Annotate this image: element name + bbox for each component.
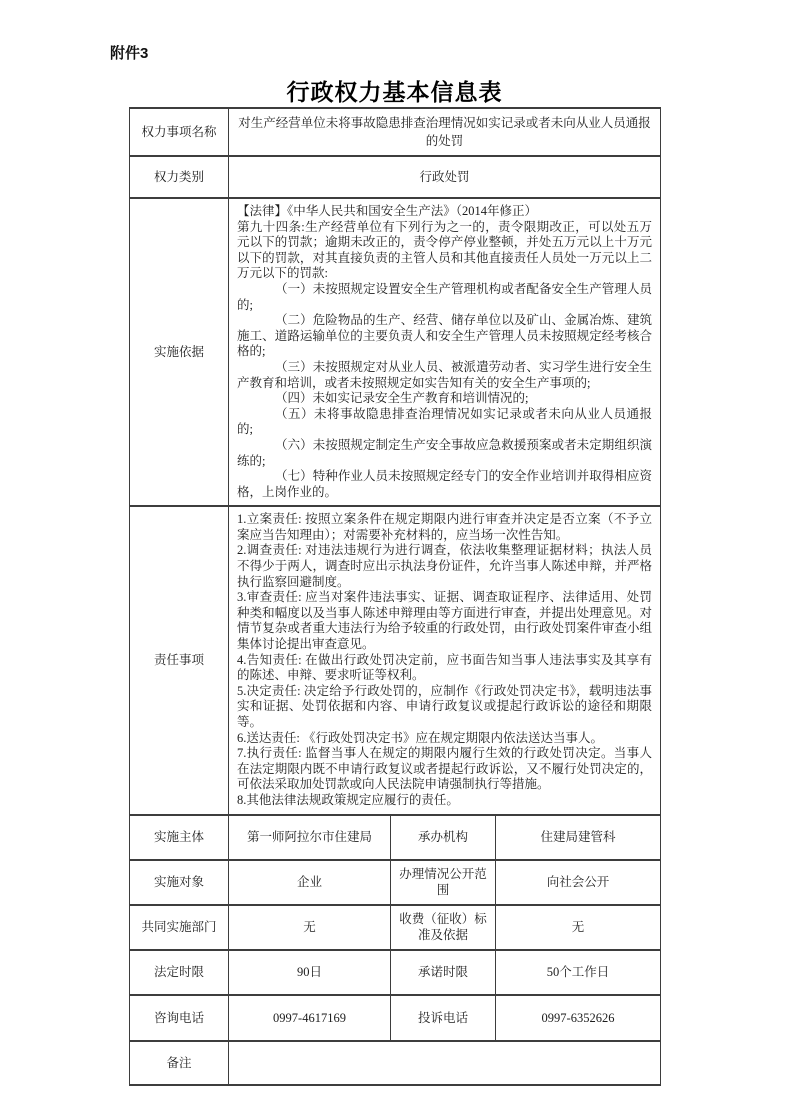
- value-inquiry-phone: 0997-4617169: [229, 995, 391, 1041]
- label-implementer: 实施主体: [130, 815, 229, 860]
- info-table: [129, 107, 661, 1086]
- basis-paragraph: （三）未按照规定对从业人员、被派遣劳动者、实习学生进行安全生产教育和培训，或者未按照规定如实告知有关的安全生产事项的;: [237, 359, 653, 390]
- duty-paragraph: 1.立案责任: 按照立案条件在规定期限内进行审查并决定是否立案（不予立案应当告知理由）；对需要补充材料的，应当场一次性告知。: [237, 512, 653, 542]
- row-phones: [130, 995, 661, 1041]
- value-remark: [229, 1041, 661, 1085]
- label-complaint-phone: 投诉电话: [391, 995, 496, 1041]
- duty-paragraph: 3.审查责任: 应当对案件违法事实、证据、调查取证程序、法律适用、处罚种类和幅度以及当事人陈述申辩理由等方面进行审查，并提出处理意见。对情节复杂或者重大违法行为给予较重的行政处罚，由行政处罚案件审查小组集体讨论提出审查意见。: [237, 590, 653, 652]
- row-implementer: [130, 815, 661, 860]
- duty-paragraph: 8.其他法律法规政策规定应履行的责任。: [237, 792, 459, 807]
- label-remark: 备注: [130, 1041, 229, 1085]
- value-item-name: 对生产经营单位未将事故隐患排查治理情况如实记录或者未向从业人员通报的处罚: [229, 108, 661, 156]
- basis-paragraph: 第九十四条:生产经营单位有下列行为之一的，责令限期改正，可以处五万元以下的罚款；逾期未改正的，责令停产停业整顿，并处五万元以上十万元以下的罚款，对其直接负责的主管人员和其他直接责任人员处一万元以上二万元以下的罚款:: [237, 219, 653, 281]
- row-basis: [130, 198, 661, 506]
- row-category: [130, 156, 661, 198]
- duty-paragraph: 2.调查责任: 对违法违规行为进行调查，依法收集整理证据材料；执法人员不得少于两人，调查时应出示执法身份证件，允许当事人陈述申辩，并严格执行监察回避制度。: [237, 543, 653, 589]
- label-promised-time-limit: 承诺时限: [391, 950, 496, 995]
- label-target: 实施对象: [130, 860, 229, 905]
- value-promised-time-limit: 50个工作日: [496, 950, 661, 995]
- basis-paragraph: （四）未如实记录安全生产教育和培训情况的;: [275, 391, 529, 406]
- row-legal-time-limit: [130, 950, 661, 995]
- row-remark: [130, 1041, 661, 1085]
- value-undertaking-org: 住建局建管科: [496, 815, 661, 860]
- value-disclosure-scope: 向社会公开: [496, 860, 661, 905]
- duty-paragraph: 5.决定责任: 决定给予行政处罚的，应制作《行政处罚决定书》，载明违法事实和证据、处罚依据和内容、申请行政复议或提起行政诉讼的途径和期限等。: [237, 683, 653, 729]
- basis-paragraph: （七）特种作业人员未按照规定经专门的安全作业培训并取得相应资格，上岗作业的。: [237, 469, 653, 499]
- value-legal-time-limit: 90日: [229, 950, 391, 995]
- value-complaint-phone: 0997-6352626: [496, 995, 661, 1041]
- label-undertaking-org: 承办机构: [391, 815, 496, 860]
- row-joint-departments: [130, 905, 661, 950]
- value-duties: [229, 506, 661, 814]
- page-title: 行政权力基本信息表: [286, 79, 503, 105]
- value-category: 行政处罚: [229, 156, 661, 198]
- duty-paragraph: 4.告知责任: 在做出行政处罚决定前，应书面告知当事人违法事实及其享有的陈述、申辩、要求听证等权利。: [237, 652, 653, 683]
- basis-paragraph: 【法律】《中华人民共和国安全生产法》（2014年修正）: [237, 204, 538, 218]
- value-implementer: 第一师阿拉尔市住建局: [229, 815, 391, 860]
- value-basis: [229, 198, 661, 506]
- basis-paragraph: （六）未按照规定制定生产安全事故应急救援预案或者未定期组织演练的;: [237, 437, 653, 468]
- label-basis: 实施依据: [130, 198, 229, 506]
- basis-paragraph: （五）未将事故隐患排查治理情况如实记录或者未向从业人员通报的;: [237, 406, 653, 437]
- basis-paragraph: （一）未按照规定设置安全生产管理机构或者配备安全生产管理人员的;: [237, 281, 653, 312]
- basis-paragraph: （二）危险物品的生产、经营、储存单位以及矿山、金属冶炼、建筑施工、道路运输单位的主要负责人和安全生产管理人员未按照规定经考核合格的;: [237, 313, 653, 359]
- label-duties: 责任事项: [130, 506, 229, 814]
- row-duties: [130, 506, 661, 814]
- label-category: 权力类别: [130, 156, 229, 198]
- duty-paragraph: 7.执行责任: 监督当事人在规定的期限内履行生效的行政处罚决定。当事人在法定期限内既不申请行政复议或者提起行政诉讼，又不履行处罚决定的，可依法采取加处罚款或向人民法院申请强制执行等措施。: [237, 746, 653, 792]
- duty-paragraph: 6.送达责任: 《行政处罚决定书》应在规定期限内依法送达当事人。: [237, 730, 603, 745]
- label-inquiry-phone: 咨询电话: [130, 995, 229, 1041]
- value-joint-departments: 无: [229, 905, 391, 950]
- row-target: [130, 860, 661, 905]
- attachment-label: 附件3: [110, 45, 149, 62]
- label-item-name: 权力事项名称: [130, 108, 229, 156]
- label-disclosure-scope: 办理情况公开范围: [391, 860, 496, 905]
- value-target: 企业: [229, 860, 391, 905]
- row-item-name: [130, 108, 661, 156]
- label-legal-time-limit: 法定时限: [130, 950, 229, 995]
- label-joint-departments: 共同实施部门: [130, 905, 229, 950]
- label-fee-standard: 收费（征收）标准及依据: [391, 905, 496, 950]
- value-fee-standard: 无: [496, 905, 661, 950]
